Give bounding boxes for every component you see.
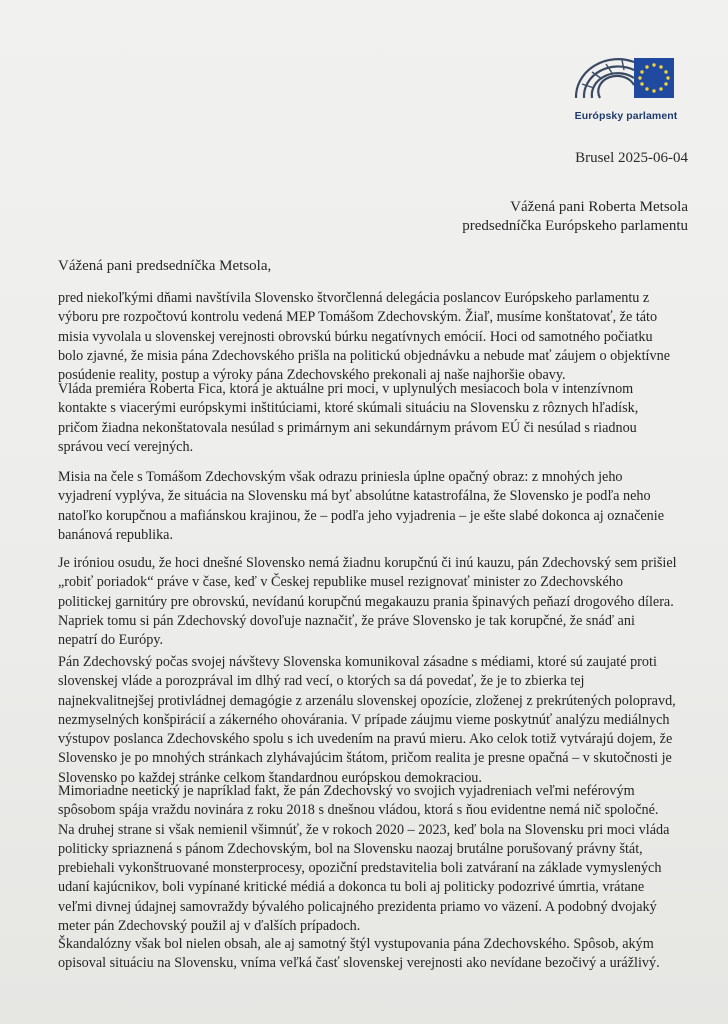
recipient-block: [462, 198, 688, 236]
text-line: opisoval situáciu na Slovensku, vníma veľká časť slovenskej verejnosti ako nevídane bezočivý a urážlivý.: [58, 955, 660, 972]
text-line: meter pán Zdechovský použil aj v ďalších prípadoch.: [58, 918, 361, 935]
text-line: spôsobom spája vraždu novinára z roku 2018 s dnešnou vládou, ktorá s ňou evidentne nemá nič spoločné.: [58, 802, 659, 819]
text-line: politickej garnitúry pre obrovskú, nevídanú korupčnú megakauzu prania špinavých peňazí drogového dílera.: [58, 593, 674, 610]
text-line: nezmyselných konšpirácií a zákerného ohovárania. V prípade záujmu vieme poskytnúť analýzu mediálnych: [58, 711, 670, 728]
text-line: Slovensko je po mnohých stránkach zlyhávajúcim štátom, pričom realita je presne opačná – v skutočnosti je: [58, 750, 672, 767]
text-line: vyjadrení vyplýva, že situácia na Slovensku má byť absolútne katastrofálna, že Slovensko je podľa neho: [58, 488, 651, 505]
text-line: Škandalózny však bol nielen obsah, ale aj samotný štýl vystupovania pána Zdechovského. Spôsob, akým: [58, 936, 654, 952]
text-line: posúdenie reality, postup a výroky pána Zdechovského prekonali aj naše najhoršie obavy.: [58, 367, 566, 384]
text-line: banánová republika.: [58, 526, 174, 543]
text-line: nepatrí do Európy.: [58, 632, 164, 649]
text-line: pričom žiadna nekonštatovala nesúlad s primárnym ani sekundárnym právom EÚ či nesúlad s riadnou: [58, 419, 637, 436]
body-paragraph: [58, 653, 698, 788]
text-line: Misia na čele s Tomášom Zdechovským však odrazu priniesla úplne opačný obraz: z mnohých jeho: [58, 469, 623, 485]
text-line: veľmi divnej údajnej samovraždy bývalého policajného prezidenta priamo vo väzení. A podobný dvojaký: [58, 898, 657, 915]
text-line: udaní kajúcnikov, boli vypínané kritické médiá a dokonca tu boli aj politicky podozrivé úmrtia, vrátane: [58, 879, 645, 896]
logo-text: Európsky parlament: [574, 110, 678, 122]
text-line: kontakte s viacerými európskymi inštitúciami, ktoré skúmali situáciu na Slovensku z rôznych hľadísk,: [58, 400, 639, 417]
body-paragraph: [58, 782, 698, 936]
text-line: Vláda premiéra Roberta Fica, ktorá je aktuálne pri moci, v uplynulých mesiacoch bola v intenzívnom: [58, 381, 634, 397]
text-line: pred niekoľkými dňami navštívila Slovensko štvorčlenná delegácia poslancov Európskeho parlamentu z: [58, 290, 650, 306]
text-line: Slovensko po každej stránke celkom štandardnou európskou demokraciou.: [58, 769, 482, 786]
text-line: bolo zjavné, že misia pána Zdechovského prišla na politickú objednávku a nebude mať záujem o objektívne: [58, 347, 670, 364]
text-line: politicky spriaznená s pánom Zdechovským, bol na Slovensku naozaj brutálne porušovaný právny štát,: [58, 840, 643, 857]
european-parliament-logo: [562, 48, 690, 128]
text-line: výboru pre rozpočtovú kontrolu vedená MEP Tomášom Zdechovským. Žiaľ, musíme konštatovať, že táto: [58, 309, 658, 326]
body-paragraph: [58, 935, 698, 974]
recipient-title: predsedníčka Európskeho parlamentu: [462, 218, 688, 234]
text-line: najnekvalitnejšej protivládnej demagógie z arzenálu slovenskej opozície, zloženej z prekrútených polopravd,: [58, 692, 676, 709]
salutation: Vážená pani predsedníčka Metsola,: [58, 258, 272, 274]
text-line: správou vecí verejných.: [58, 438, 194, 455]
text-line: Na druhej strane si však nemienil všimnúť, že v rokoch 2020 – 2023, keď bola na Slovensku pri moci vláda: [58, 821, 670, 838]
text-line: slovenskej vláde a porozprával im dlhý rad vecí, o ktorých sa dá povedať, že je to zbierka tej: [58, 673, 585, 690]
text-line: výstupov poslanca Zdechovského spolu s ich uvedením na pravú mieru. Ako celok totiž vytvárajú dojem, že: [58, 731, 673, 748]
letter-date: Brusel 2025-06-04: [575, 150, 688, 166]
body-paragraph: [58, 289, 698, 385]
body-paragraph: [58, 380, 698, 457]
text-line: prebiehali vykonštruované monsterprocesy, opoziční predstavitelia boli zatváraní na základe vymyslených: [58, 860, 662, 877]
body-paragraph: [58, 468, 698, 545]
hemicycle-flag-icon: [570, 48, 682, 106]
text-line: misia vyvolala u slovenskej verejnosti obrovskú búrku negatívnych emócií. Hoci od samotného počiatku: [58, 328, 653, 345]
text-line: „robiť poriadok“ práve v čase, keď v Českej republike musel rezignovať minister zo Zdechovského: [58, 574, 623, 591]
text-line: Mimoriadne neetický je napríklad fakt, že pán Zdechovský vo svojich vyjadreniach veľmi neférovým: [58, 783, 635, 799]
text-line: natoľko korupčnou a mafiánskou krajinou, že – podľa jeho vyjadrenia – je ešte slabé dokonca aj označenie: [58, 507, 665, 524]
body-paragraph: [58, 554, 698, 650]
text-line: Je iróniou osudu, že hoci dnešné Slovensko nemá žiadnu korupčnú či inú kauzu, pán Zdechovský sem prišiel: [58, 555, 677, 571]
text-line: Napriek tomu si pán Zdechovský dovoľuje naznačiť, že práve Slovensko je tak korupčné, že snáď ani: [58, 612, 635, 629]
text-line: Pán Zdechovský počas svojej návštevy Slovenska komunikoval zásadne s médiami, ktoré sú zaujaté proti: [58, 654, 657, 670]
recipient-name: Vážená pani Roberta Metsola: [510, 199, 688, 215]
